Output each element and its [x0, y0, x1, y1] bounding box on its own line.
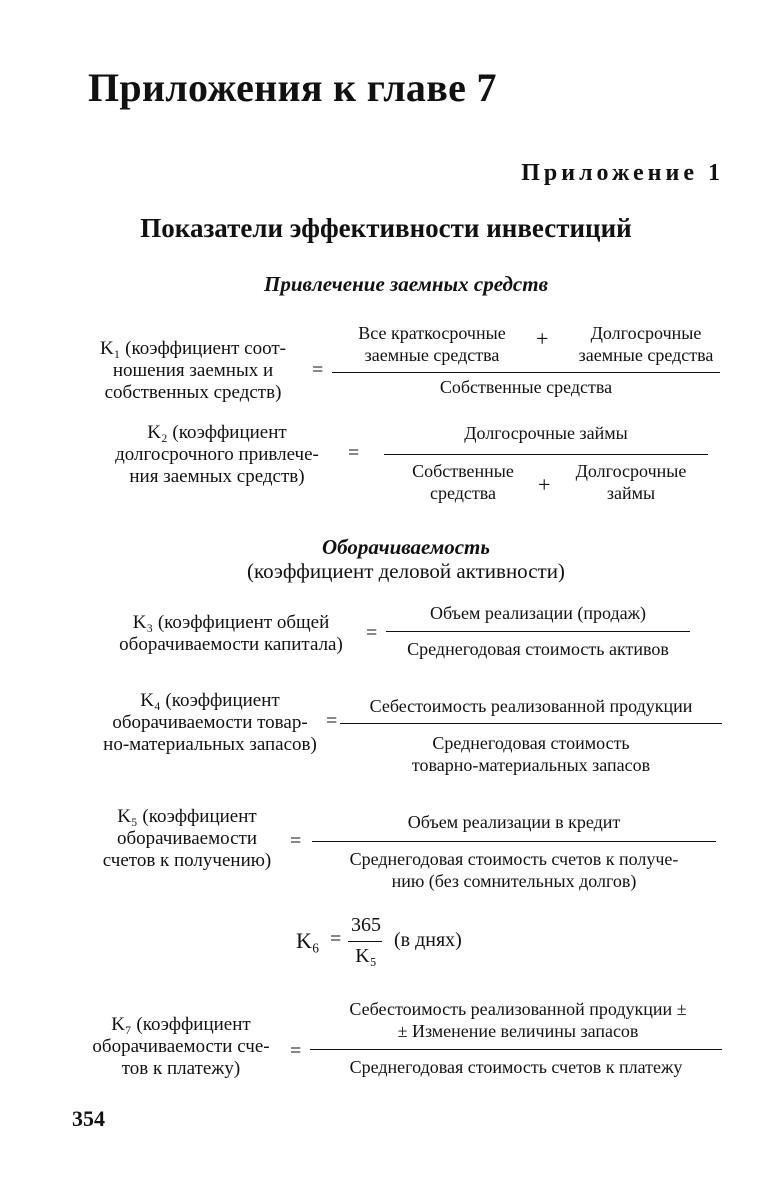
- k4-denominator: [340, 732, 722, 776]
- k1-label-line: собственных средств): [104, 382, 282, 403]
- k5-label-line: оборачиваемости: [116, 828, 258, 849]
- k5-den-line: Среднегодовая стоимость счетов к получе-: [349, 849, 679, 869]
- k3-numerator: Объем реализации (продаж): [429, 603, 647, 623]
- appendix-label: Приложение 1: [521, 160, 724, 186]
- k2-numerator: Долгосрочные займы: [464, 423, 628, 443]
- k1-equals: =: [312, 359, 324, 381]
- k1-plus: +: [536, 326, 549, 351]
- k2-den-a-line: средства: [429, 483, 496, 503]
- k4-label-line: оборачиваемости товар-: [112, 712, 308, 733]
- k5-label-line: счетов к получению): [102, 850, 272, 871]
- k1-num-a-line: Все краткосрочные: [358, 323, 506, 343]
- k5-equals: =: [290, 830, 302, 852]
- k1-num-a-line: заемные средства: [364, 345, 500, 365]
- k5-denominator: [312, 848, 716, 892]
- k1-fraction-bar: [332, 372, 720, 373]
- k2-equals: =: [348, 442, 360, 464]
- k2-denominator-a: [390, 460, 536, 504]
- k5-numerator: Объем реализации в кредит: [407, 812, 621, 832]
- subsection-borrowing: Привлечение заемных средств: [264, 272, 548, 296]
- k4-label-line: но-материальных запасов): [103, 734, 317, 755]
- k2-den-b-line: займы: [606, 483, 656, 503]
- k1-num-b-line: Долгосрочные: [590, 323, 702, 343]
- k7-equals: =: [290, 1040, 302, 1062]
- k5-den-line: нию (без сомнительных долгов): [391, 871, 637, 891]
- k2-label: [96, 422, 338, 488]
- k2-label-line: ния заемных средств): [129, 466, 305, 487]
- k3-fraction-bar: [386, 631, 690, 632]
- k2-plus: +: [538, 472, 551, 497]
- k7-fraction-bar: [310, 1049, 722, 1050]
- k4-den-line: товарно-материальных запасов: [411, 755, 651, 775]
- k5-label-line: K₅ (коэффициент: [117, 806, 257, 827]
- section-title: Показатели эффективности инвестиций: [140, 213, 632, 243]
- k2-den-b-line: Долгосрочные: [575, 461, 687, 481]
- k3-equals: =: [366, 622, 378, 644]
- k4-numerator: Себестоимость реализованной продукции: [369, 696, 693, 716]
- k2-label-line: долгосрочного привлече-: [115, 444, 319, 465]
- chapter-title: Приложения к главе 7: [88, 65, 497, 110]
- k7-label-line: K₇ (коэффициент: [111, 1014, 251, 1035]
- k7-num-line: Себестоимость реализованной продукции ±: [349, 999, 687, 1019]
- k5-fraction-bar: [312, 841, 716, 842]
- subsection-turnover: Оборачиваемость: [322, 535, 490, 559]
- k7-num-line: ± Изменение величины запасов: [397, 1021, 639, 1041]
- k1-label-line: ношения заемных и: [112, 360, 274, 381]
- k4-den-line: Среднегодовая стоимость: [432, 733, 630, 753]
- k6-denominator: K₅: [355, 945, 377, 967]
- k1-num-b-line: заемные средства: [578, 345, 714, 365]
- k7-label: [72, 1014, 290, 1080]
- k3-label: [100, 612, 362, 656]
- k3-label-line: K₃ (коэффициент общей: [132, 612, 330, 633]
- subsection-turnover-sub: (коэффициент деловой активности): [247, 559, 565, 583]
- k2-fraction-bar: [384, 454, 708, 455]
- k6-suffix: (в днях): [394, 929, 462, 951]
- page-number: 354: [72, 1106, 105, 1131]
- k6-numerator: 365: [351, 914, 381, 936]
- k4-fraction-bar: [340, 723, 722, 724]
- k3-label-line: оборачиваемости капитала): [119, 634, 343, 655]
- k1-denominator: Собственные средства: [439, 377, 613, 397]
- k4-label: [84, 690, 336, 756]
- k6-lhs: K₆: [296, 928, 320, 953]
- k6-equals: =: [330, 928, 342, 950]
- k2-den-a-line: Собственные: [412, 461, 514, 481]
- k7-denominator: Среднегодовая стоимость счетов к платежу: [349, 1057, 683, 1077]
- k7-numerator: [310, 998, 726, 1042]
- k5-label: [84, 806, 290, 872]
- k6-fraction-bar: [348, 941, 382, 942]
- k1-label-line: K₁ (коэффициент соот-: [100, 338, 286, 359]
- k7-label-line: тов к платежу): [121, 1058, 241, 1079]
- k2-denominator-b: [558, 460, 704, 504]
- k1-numerator-a: [332, 322, 532, 366]
- k2-label-line: K₂ (коэффициент: [147, 422, 287, 443]
- k4-label-line: K₄ (коэффициент: [140, 690, 280, 711]
- k3-denominator: Среднегодовая стоимость активов: [407, 639, 669, 659]
- k1-numerator-b: [556, 322, 736, 366]
- k1-label: [78, 338, 308, 404]
- k4-equals: =: [326, 710, 338, 732]
- k7-label-line: оборачиваемости сче-: [92, 1036, 270, 1057]
